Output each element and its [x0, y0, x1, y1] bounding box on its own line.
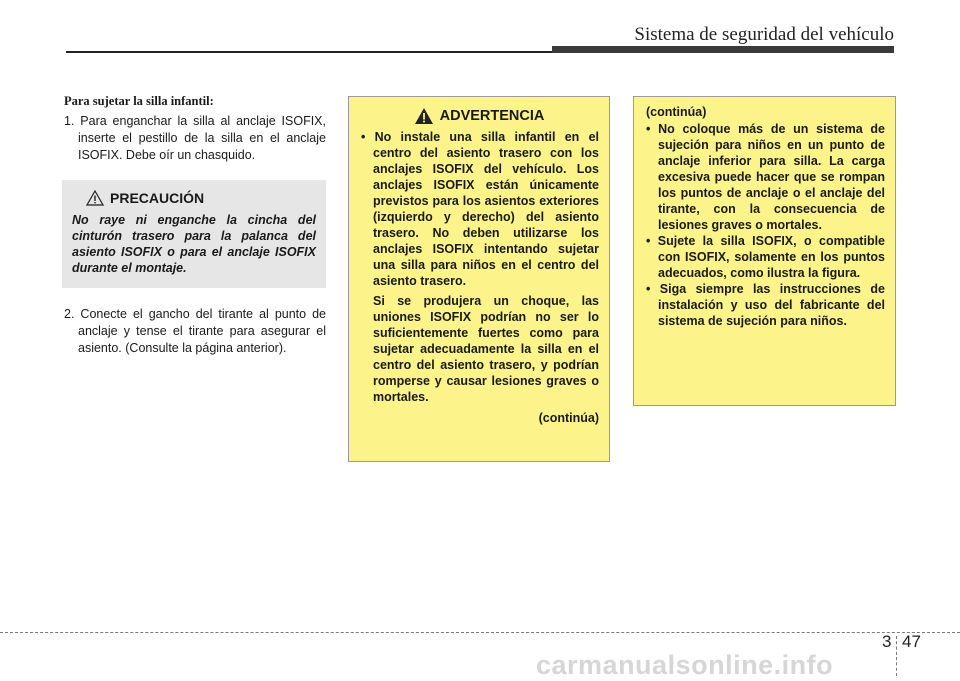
chapter-number: 3: [882, 632, 892, 651]
warning-bullet-3: • Sujete la silla ISOFIX, o compatible con ISOFIX, solamente en los puntos adecuados, como ilustra la figura.: [646, 234, 885, 280]
header-title: Sistema de seguridad del vehículo: [634, 24, 894, 45]
caution-header: [86, 190, 316, 206]
step-2: 2. Conecte el gancho del tirante al punto de anclaje y tense el tirante para asegurar el asiento. (Consulte la página anterior).: [64, 307, 326, 355]
warning-box-2: [633, 96, 896, 406]
caution-triangle-icon: [86, 190, 104, 206]
caution-title: PRECAUCIÓN: [110, 190, 205, 206]
watermark: carmanualsonline.info: [536, 650, 834, 680]
footer-separator: [896, 636, 897, 676]
warning-box-1: [348, 96, 610, 462]
warning-paragraph: Si se produjera un choque, las uniones ISOFIX podrían no ser lo suficientemente fuertes como para sujetar adecuadamente la silla en el centro del asiento trasero, y podrían romperse y causar lesiones graves o mortales.: [373, 294, 599, 404]
warning-bullet-2: • No coloque más de un sistema de sujeción para niños en un punto de anclaje inferior para silla. La carga excesiva puede hacer que se rompan los puntos de anclaje o el anclaje del tirante, con la consecuencia de lesiones graves o mortales.: [646, 122, 885, 232]
left-column: [64, 94, 326, 357]
footer-rule: [0, 632, 960, 633]
warning-bullet-1: • No instale una silla infantil en el centro del asiento trasero con los anclajes ISOFIX del vehículo. Los anclajes ISOFIX están únicamente previstos para los asientos exteriores (izquierdo y derecho) del asiento trasero. No deben utilizarse los anclajes ISOFIX intentando sujetar una silla para niños en el centro del asiento trasero.: [361, 130, 599, 288]
step-1: 1. Para enganchar la silla al anclaje ISOFIX, inserte el pestillo de la silla en el anclaje ISOFIX. Debe oír un chasquido.: [64, 114, 326, 162]
page-number: 47: [902, 632, 921, 651]
continued-label: (continúa): [646, 105, 707, 119]
warning-bullet-4: • Siga siempre las instrucciones de instalación y uso del fabricante del sistema de sujeción para niños.: [646, 282, 885, 328]
continued-label: (continúa): [538, 411, 599, 425]
caution-box: [62, 180, 326, 288]
warning-triangle-icon: [414, 107, 434, 125]
caution-body: No raye ni enganche la cincha del cinturón trasero para la palanca del asiento ISOFIX o para el anclaje ISOFIX durante el montaje.: [72, 213, 316, 275]
warning-header: [359, 107, 599, 125]
warning-title: ADVERTENCIA: [439, 108, 545, 124]
header-accent-bar: [552, 46, 894, 53]
section-title: Para sujetar la silla infantil:: [64, 94, 214, 108]
